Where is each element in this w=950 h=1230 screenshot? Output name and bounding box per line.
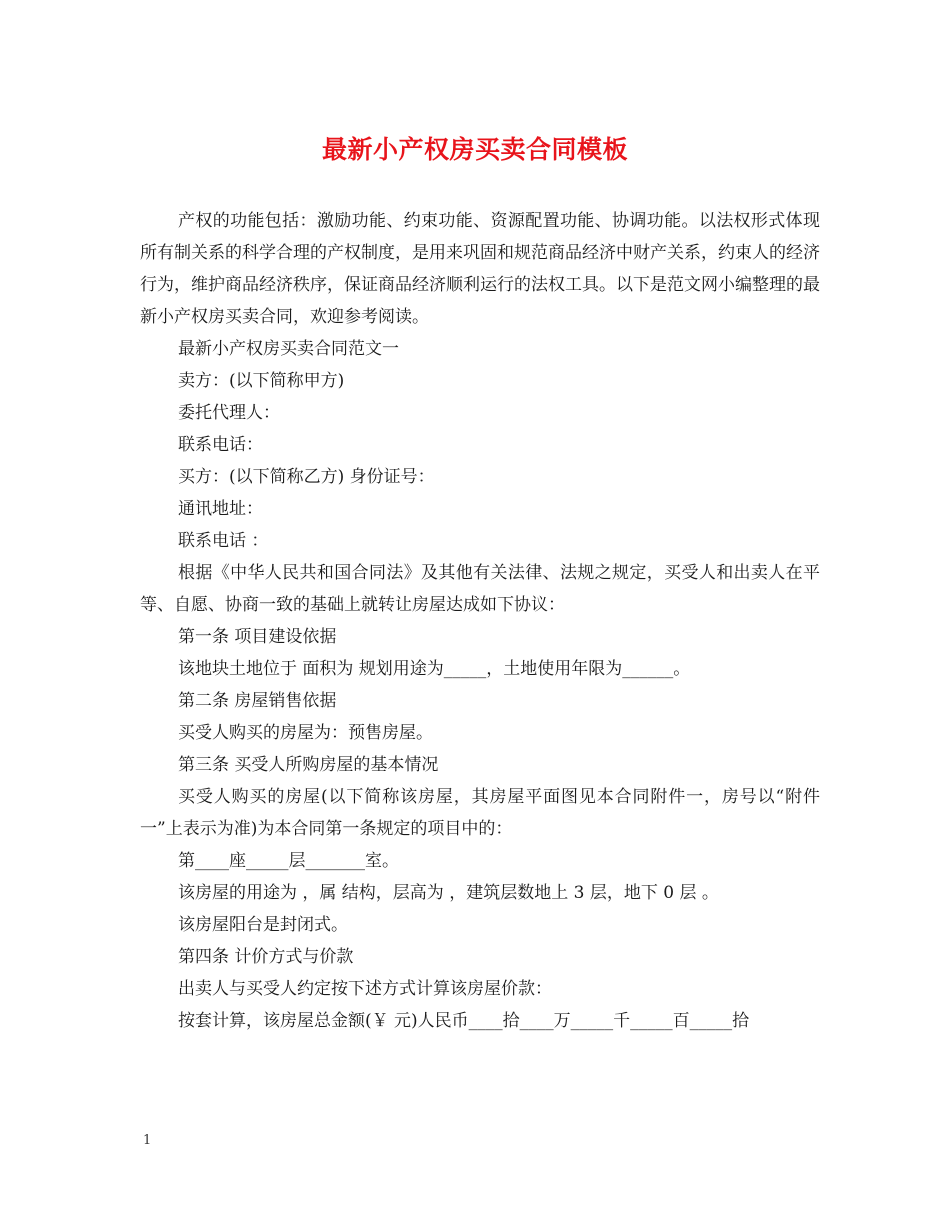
article-1-body: 该地块土地位于 面积为 规划用途为_____，土地使用年限为______。	[178, 659, 691, 679]
article-2-heading: 第二条 房屋销售依据	[178, 691, 337, 711]
buyer-phone-line: 联系电话 ：	[178, 531, 269, 551]
article-1-heading: 第一条 项目建设依据	[178, 627, 337, 647]
document-title: 最新小产权房买卖合同模板	[321, 135, 628, 164]
balcony-line: 该房屋阳台是封闭式。	[178, 915, 348, 935]
price-line: 按套计算，该房屋总金额(￥ 元)人民币____拾____万_____千_____百_____拾	[178, 1011, 750, 1031]
seller-line: 卖方：(以下简称甲方)	[178, 371, 345, 391]
agent-line: 委托代理人：	[178, 403, 280, 423]
article-2-body: 买受人购买的房屋为：预售房屋。	[178, 723, 433, 743]
legal-basis-paragraph: 根据《中华人民共和国合同法》及其他有关法律、法规之规定，买受人和出卖人在平等、自愿、协商一致的基础上就转让房屋达成如下协议：	[140, 563, 820, 615]
document-body	[140, 205, 820, 1037]
unit-line: 第____座_____层_______室。	[178, 851, 399, 871]
article-3-heading: 第三条 买受人所购房屋的基本情况	[178, 755, 439, 775]
seller-phone-line: 联系电话：	[178, 435, 263, 455]
usage-line: 该房屋的用途为 ，属 结构，层高为 ，建筑层数地上 3 层，地下 0 层 。	[178, 883, 719, 903]
article-4-intro: 出卖人与买受人约定按下述方式计算该房屋价款：	[178, 979, 552, 999]
buyer-line: 买方：(以下简称乙方) 身份证号：	[178, 467, 435, 487]
article-3-body: 买受人购买的房屋(以下简称该房屋，其房屋平面图见本合同附件一，房号以“附件一”上表示为准)为本合同第一条规定的项目中的：	[140, 787, 820, 839]
intro-paragraph: 产权的功能包括：激励功能、约束功能、资源配置功能、协调功能。以法权形式体现所有制关系的科学合理的产权制度，是用来巩固和规范商品经济中财产关系，约束人的经济行为，维护商品经济秩序，保证商品经济顺利运行的法权工具。以下是范文网小编整理的最新小产权房买卖合同，欢迎参考阅读。	[140, 211, 820, 327]
sample-heading: 最新小产权房买卖合同范文一	[178, 339, 399, 359]
page-number: 1	[143, 1133, 152, 1148]
address-line: 通讯地址：	[178, 499, 263, 519]
article-4-heading: 第四条 计价方式与价款	[178, 947, 354, 967]
